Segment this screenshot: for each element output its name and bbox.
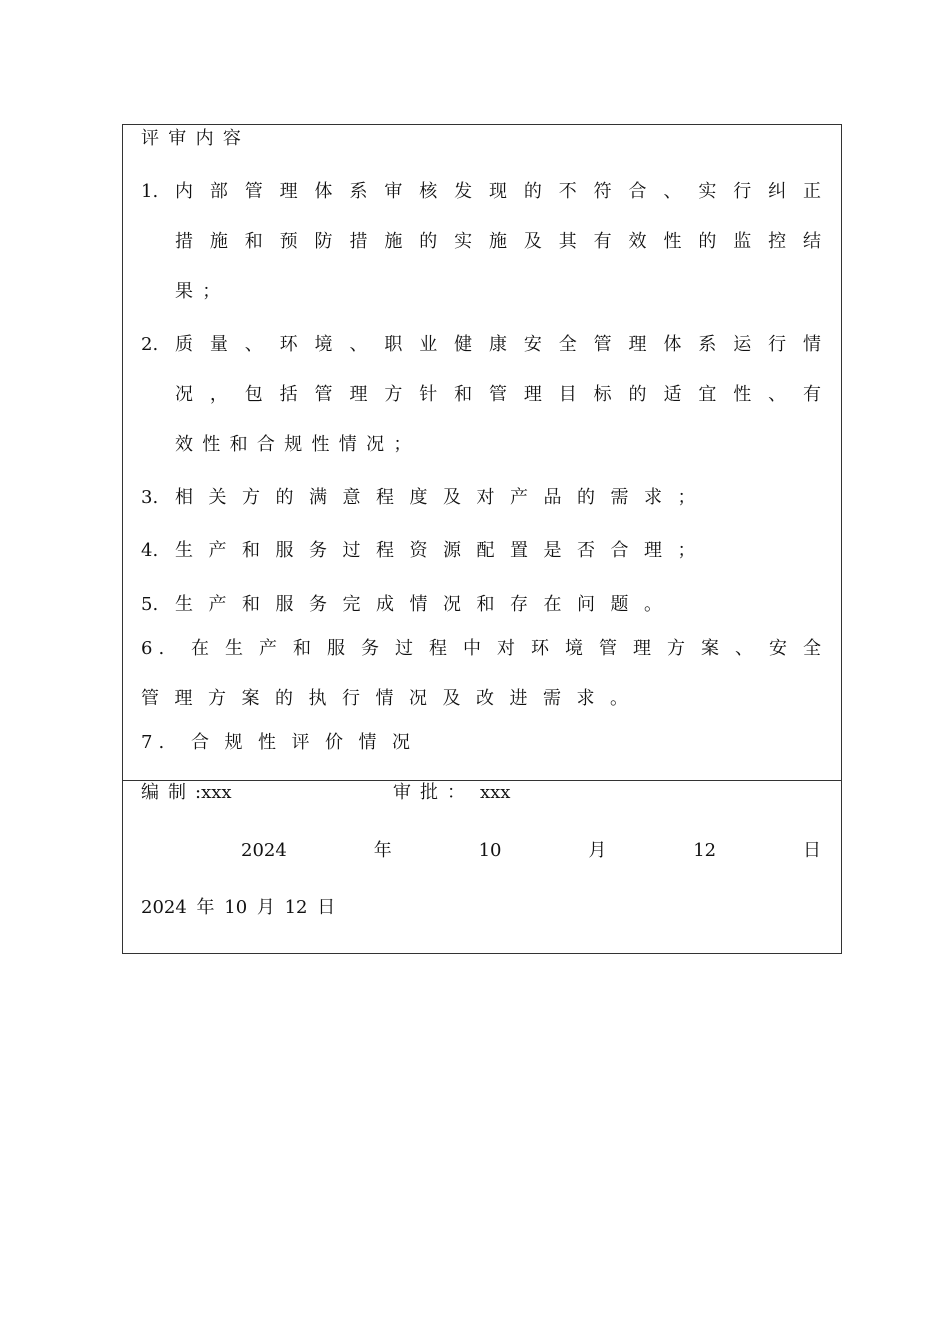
approver-value: xxx [480, 782, 511, 803]
approval-date-day: 12 [693, 840, 717, 861]
item-6-line-1: 在生产和服务过程中对环境管理方案、安全 [191, 638, 821, 659]
item-4-line-1: 生产和服务过程资源配置是否合理； [175, 540, 711, 561]
item-2-line-2: 况，包括管理方针和管理目标的适宜性、有 [175, 384, 821, 405]
approval-date-year: 2024 [241, 840, 287, 861]
item-6-line-2: 管理方案的执行情况及改进需求。 [141, 688, 644, 709]
item-1-line-1: 内部管理体系审核发现的不符合、实行纠正 [175, 181, 821, 202]
item-5-line-1: 生产和服务完成情况和存在问题。 [175, 594, 678, 615]
item-4-number: 4. [141, 540, 159, 561]
item-2-line-1: 质量、环境、职业健康安全管理体系运行情 [175, 334, 821, 355]
approval-date-day-unit: 日 [803, 840, 821, 861]
approval-date-year-unit: 年 [373, 840, 392, 861]
item-7-number: 7. [141, 732, 171, 753]
item-1-line-2: 措施和预防措施的实施及其有效性的监控结 [175, 231, 821, 252]
review-heading: 评审内容 [141, 128, 251, 149]
compiler-label: 编制 [141, 782, 195, 803]
compiler-value: :xxx [195, 782, 232, 803]
item-3-number: 3. [141, 487, 159, 508]
item-5-number: 5. [141, 594, 159, 615]
item-2-number: 2. [141, 334, 159, 355]
compiler-row [141, 781, 232, 805]
approval-date-month: 10 [478, 840, 502, 861]
item-1-number: 1. [141, 181, 159, 202]
review-content-cell [123, 125, 841, 781]
review-table [122, 124, 842, 954]
signature-cell [123, 781, 841, 953]
compile-date: 2024 年 10 月 12 日 [141, 897, 336, 918]
item-3-line-1: 相关方的满意程度及对产品的需求； [175, 487, 711, 508]
item-1-line-3: 果； [175, 281, 230, 302]
item-2-line-3: 效性和合规性情况； [175, 434, 421, 455]
item-7-line-1: 合规性评价情况 [191, 732, 426, 753]
approver-label: 审批： [393, 782, 474, 803]
approval-date-month-unit: 月 [588, 840, 607, 861]
item-6-number: 6. [141, 638, 171, 659]
approval-date [241, 839, 821, 863]
approver-row [393, 781, 510, 805]
